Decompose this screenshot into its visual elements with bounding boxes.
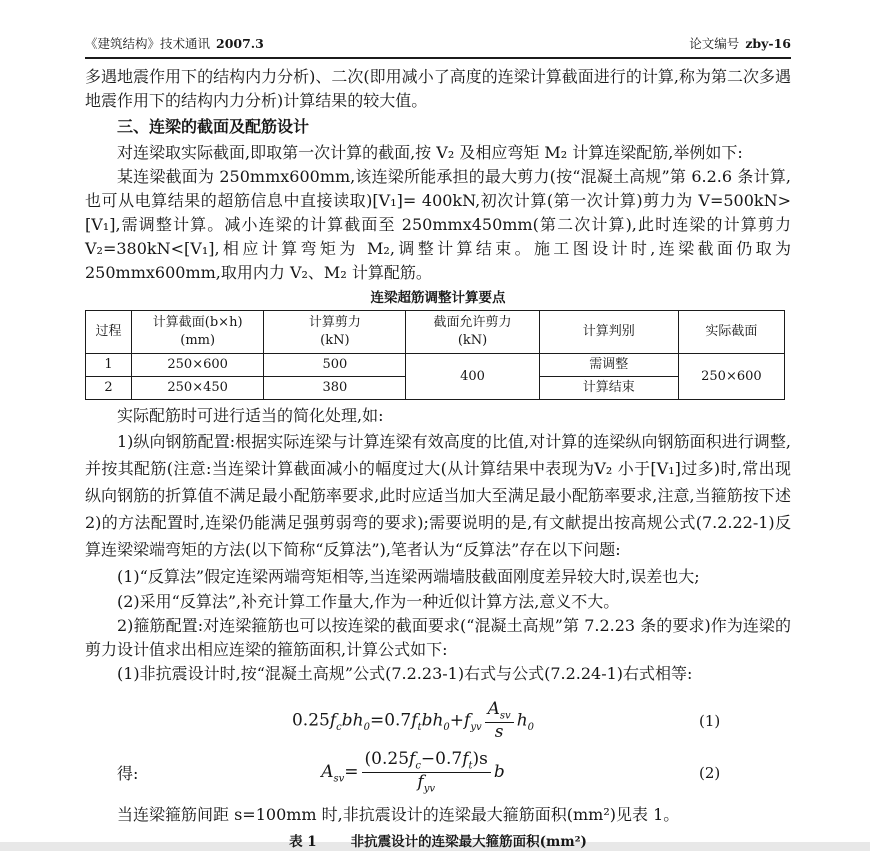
cell-section-1: 250×600	[132, 354, 264, 377]
paragraph-example: 某连梁截面为 250mmx600mm,该连梁所能承担的最大剪力(按“混凝土高规”第 6.2.6 条计算,也可从电算结果的超筋信息中直接读取)[V₁]= 400kN,初次计算(第一次计算)剪力为 V=500kN>[V₁],需调整计算。减小连梁的计算截面至 250mmx450mm(第二次计算),此时连梁的计算剪力 V₂=380kN<[V₁],相应计算弯矩为 M₂,调整计算结束。施工图设计时,连梁截面仍取为 250mmx600mm,取用内力 V₂、M₂ 计算配筋。	[85, 167, 791, 282]
paragraph-take-section: 对连梁取实际截面,即取第一次计算的截面,按 V₂ 及相应弯矩 M₂ 计算连梁配筋,举例如下:	[117, 143, 743, 162]
col-header-calc-section: 计算截面(b×h) (mm)	[132, 311, 264, 354]
adjustment-table	[85, 310, 785, 400]
formula-1-number: (1)	[699, 712, 721, 731]
page-header	[85, 34, 791, 59]
cell-judge-2: 计算结束	[539, 377, 678, 400]
paragraph-nonseismic: (1)非抗震设计时,按“混凝土高规”公式(7.2.23-1)右式与公式(7.2.24-1)右式相等:	[117, 664, 693, 683]
paragraph-issue-1: (1)“反算法”假定连梁两端弯矩相等,当连梁两端墙肢截面刚度差异较大时,误差也大;	[117, 567, 700, 586]
paragraph-longitudinal: 1)纵向钢筋配置:根据实际连梁与计算连梁有效高度的比值,对计算的连梁纵向钢筋面积进行调整,并按其配筋(注意:当连梁计算截面减小的幅度过大(从计算结果中表现为V₂ 小于[V₁]过多)时,常出现纵向钢筋的折算值不满足最小配筋率要求,此时应适当加大至满足最小配筋率要求,注意,当箍筋按下述2)的方法配置时,连梁仍能满足强剪弱弯的要求);需要说明的是,有文献提出按高规公式(7.2.22-1)反算连梁梁端弯矩的方法(以下简称“反算法”),笔者认为“反算法”存在以下问题:	[85, 432, 791, 559]
paragraph-spacing: 当连梁箍筋间距 s=100mm 时,非抗震设计的连梁最大箍筋面积(mm²)见表 1。	[117, 805, 680, 825]
page-content	[85, 34, 791, 851]
col-header-actual-section: 实际截面	[678, 311, 784, 354]
col-header-judgement: 计算判别	[539, 311, 678, 354]
formula-2-number: (2)	[699, 763, 721, 782]
col-header-process: 过程	[86, 311, 132, 354]
cell-process-2: 2	[86, 377, 132, 400]
cell-allowable-shear: 400	[406, 354, 539, 400]
paragraph-intro: 多遇地震作用下的结构内力分析)、二次(即用减小了高度的连梁计算截面进行的计算,称为第二次多遇地震作用下的结构内力分析)计算结果的较大值。	[85, 67, 791, 110]
cell-shear-1: 500	[264, 354, 406, 377]
fraction-formula-2: $\frac{(0.25f_c-0.7f_t)s}{f_{yv}}$	[362, 750, 491, 795]
journal-issue: 2007.3	[216, 36, 264, 51]
formula-2-row	[85, 750, 791, 795]
paper-number-value: zby-16	[745, 36, 791, 51]
table-header-row	[86, 311, 785, 354]
paragraph-issue-2: (2)采用“反算法”,补充计算工作量大,作为一种近似计算方法,意义不大。	[117, 592, 620, 611]
paragraph-simplify: 实际配筋时可进行适当的简化处理,如:	[117, 406, 384, 425]
table-row	[86, 354, 785, 377]
col-header-allowable-shear: 截面允许剪力 (kN)	[406, 311, 539, 354]
cell-judge-1: 需调整	[539, 354, 678, 377]
cell-process-1: 1	[86, 354, 132, 377]
paper-number-label: 论文编号	[689, 36, 740, 51]
table-title: 连梁超筋调整计算要点	[370, 290, 506, 306]
journal-title: 《建筑结构》技术通讯	[85, 36, 211, 51]
table1-caption-label: 表 1	[289, 834, 317, 851]
fraction-asv-s: $\frac{A_{sv}}{s}$	[485, 700, 514, 742]
journal-header	[85, 34, 264, 52]
cell-actual-section: 250×600	[678, 354, 784, 400]
paragraph-stirrup: 2)箍筋配置:对连梁箍筋也可以按连梁的截面要求(“混凝土高规”第 7.2.23 条的要求)作为连梁的剪力设计值求出相应连梁的箍筋面积,计算公式如下:	[85, 616, 791, 659]
paper-number	[689, 34, 791, 52]
formula-2-lead: 得:	[117, 764, 139, 784]
cell-shear-2: 380	[264, 377, 406, 400]
section-heading: 三、连梁的截面及配筋设计	[117, 117, 310, 136]
table1-caption-text: 非抗震设计的连梁最大箍筋面积(mm²)	[350, 834, 587, 851]
cell-section-2: 250×450	[132, 377, 264, 400]
table1-caption	[85, 833, 791, 851]
formula-1: $0.25f_cbh_0=0.7f_tbh_0+f_{yv}$ $\frac{A_{sv}}{s}$ $h_0$	[291, 699, 535, 742]
formula-2: $A_{sv}=$ $\frac{(0.25f_c-0.7f_t)s}{f_{yv}}$ b	[321, 749, 505, 795]
formula-1-row	[85, 700, 791, 742]
col-header-calc-shear: 计算剪力 (kN)	[264, 311, 406, 354]
